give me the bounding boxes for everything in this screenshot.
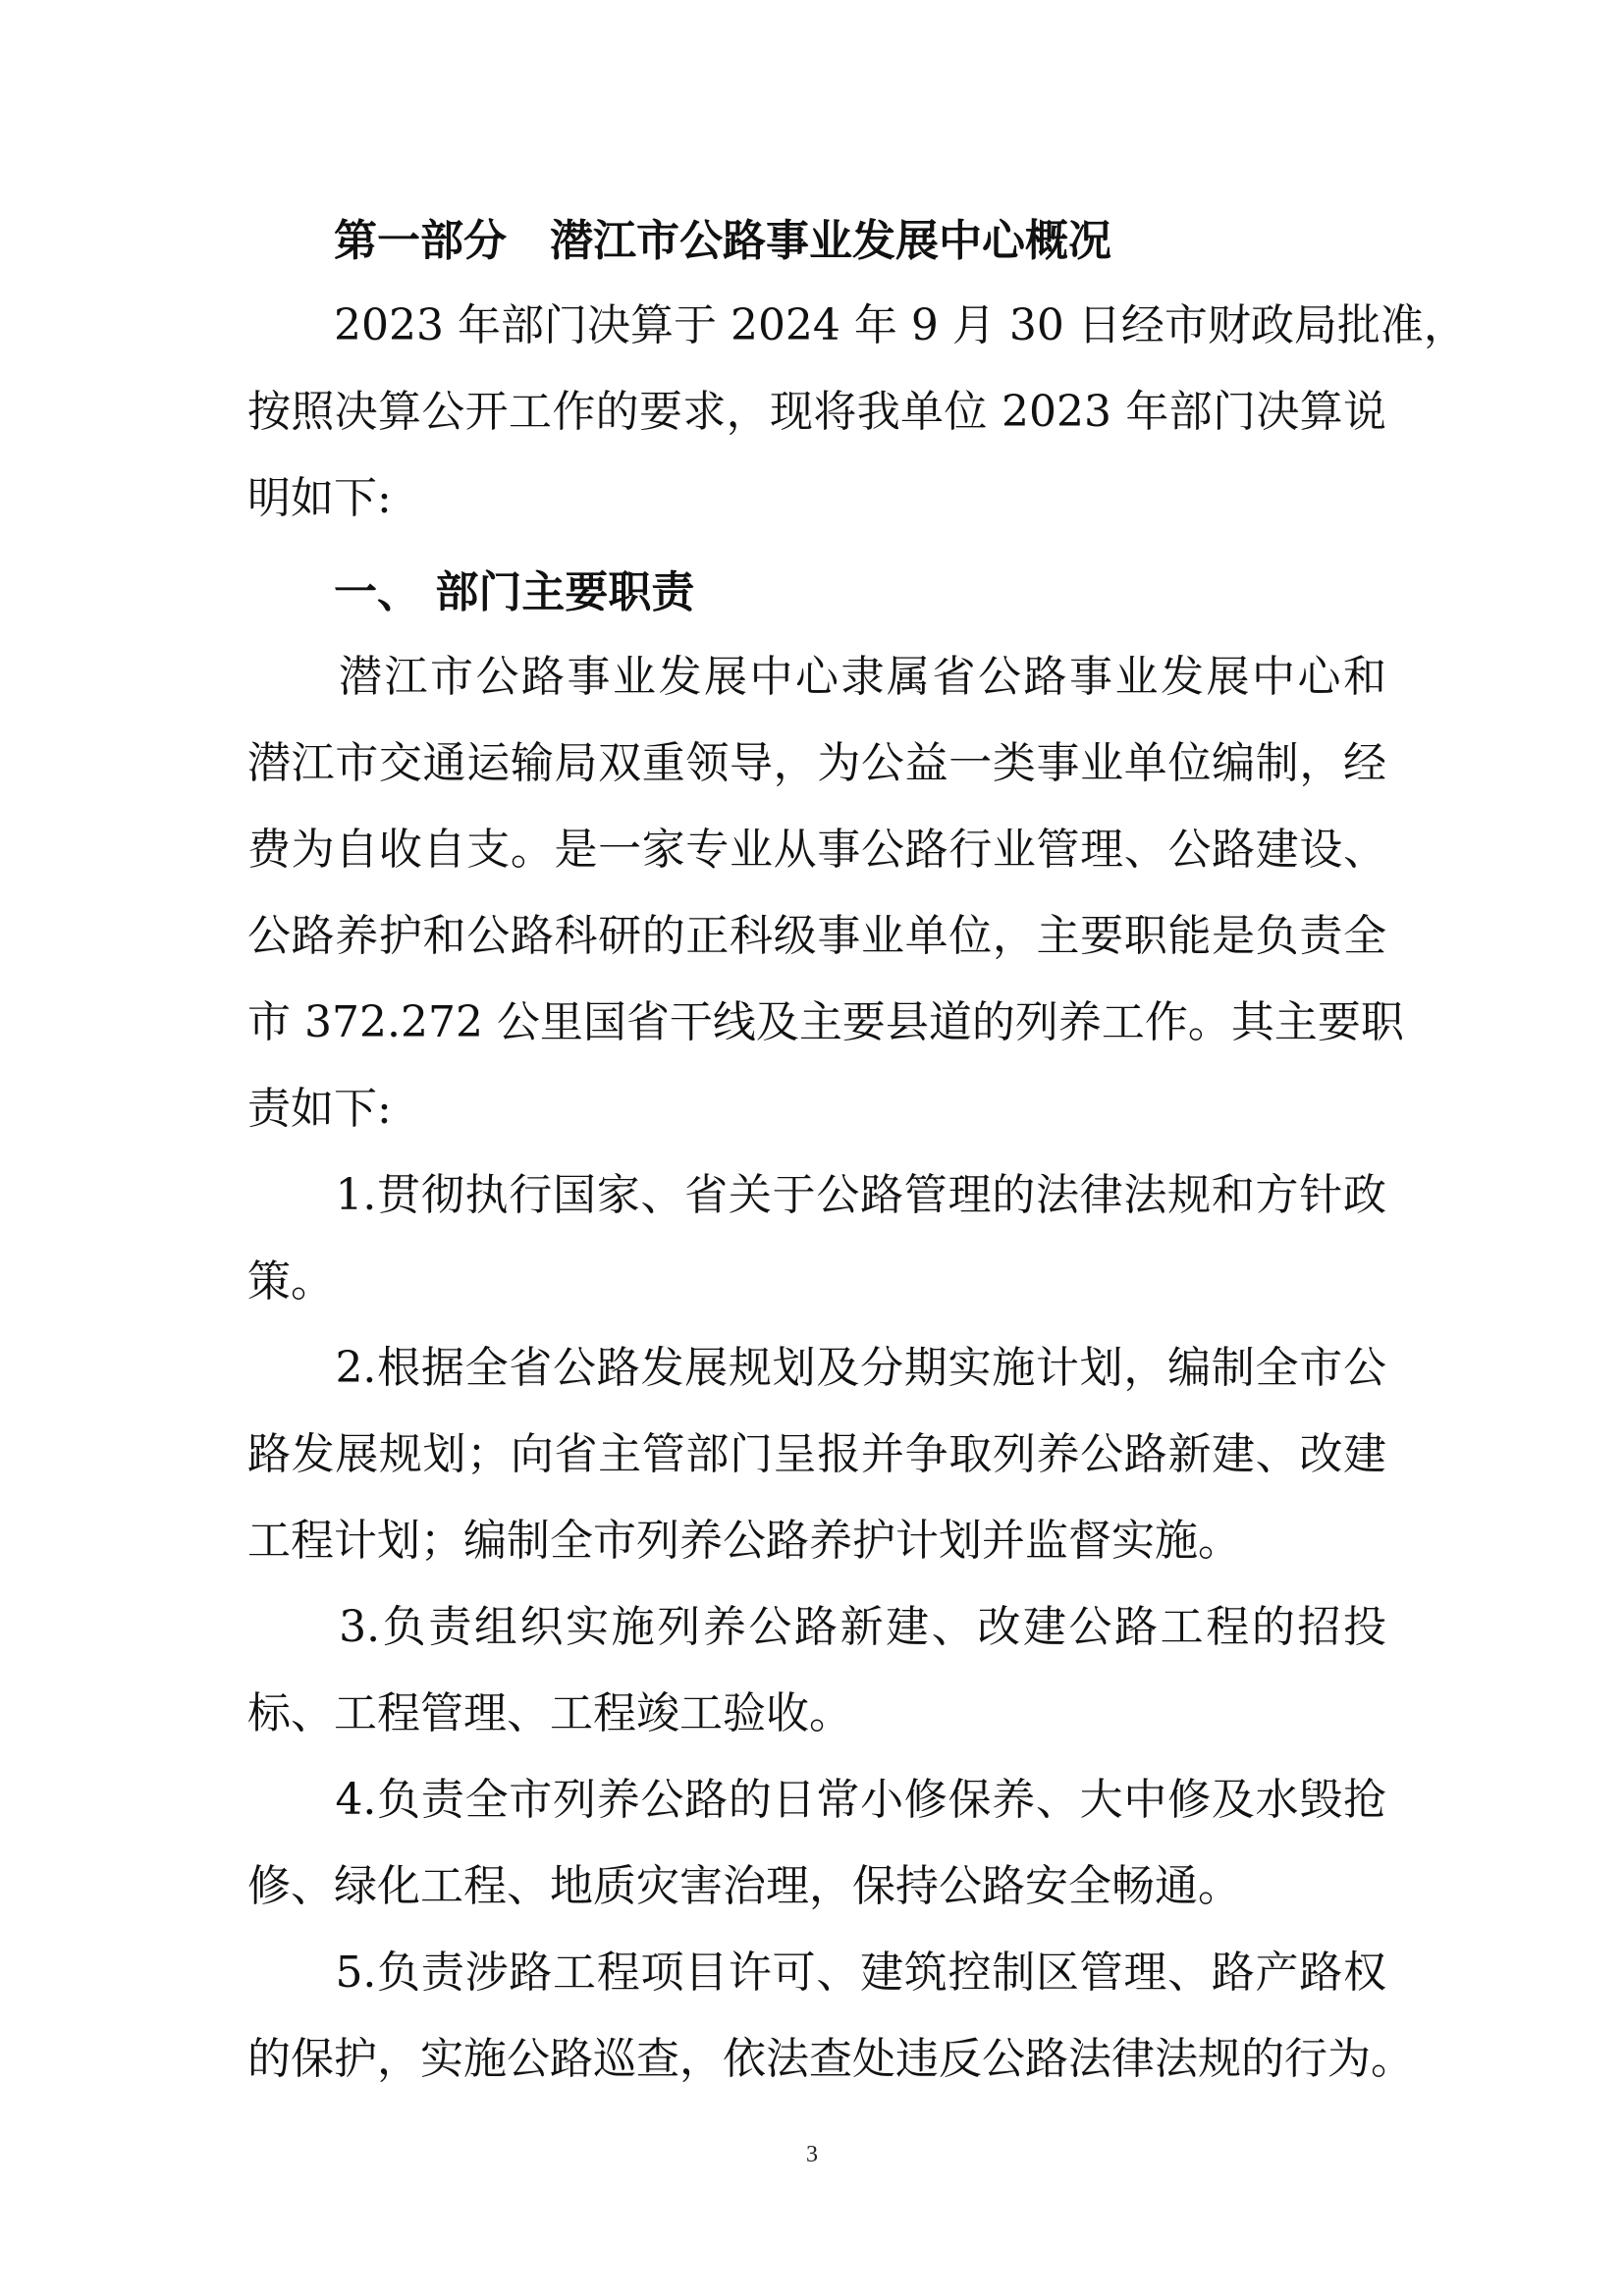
duty-item-line: 策。 [247,1256,334,1307]
duty-item-line: 路发展规划；向省主管部门呈报并争取列养公路新建、改建 [247,1429,1386,1479]
duty-item-line: 修、绿化工程、地质灾害治理，保持公路安全畅通。 [247,1861,1241,1911]
body-line: 责如下: [247,1084,392,1134]
body-line: 公路养护和公路科研的正科级事业单位，主要职能是负责全 [247,911,1386,961]
intro-line: 2023 年部门决算于 2024 年 9 月 30 日经市财政局批准， [247,300,1467,350]
page-number: 3 [806,2142,818,2167]
intro-line: 按照决算公开工作的要求，现将我单位 2023 年部门决算说 [247,387,1386,437]
duty-item-line: 3.负责组织实施列养公路新建、改建公路工程的招投 [247,1602,1386,1652]
part-title: 第一部分 潜江市公路事业发展中心概况 [334,216,1111,266]
intro-line: 明如下: [247,473,392,523]
duty-item-line: 标、工程管理、工程竣工验收。 [247,1688,852,1738]
duty-item-line: 2.根据全省公路发展规划及分期实施计划，编制全市公 [247,1343,1386,1393]
duty-item-line: 工程计划；编制全市列养公路养护计划并监督实施。 [247,1516,1241,1566]
body-line: 潜江市公路事业发展中心隶属省公路事业发展中心和 [247,652,1386,702]
duty-item-line: 5.负责涉路工程项目许可、建筑控制区管理、路产路权 [247,1948,1386,1998]
duty-item-line: 1.贯彻执行国家、省关于公路管理的法律法规和方针政 [247,1170,1386,1220]
body-line: 市 372.272 公里国省干线及主要县道的列养工作。其主要职 [247,997,1404,1047]
body-line: 潜江市交通运输局双重领导，为公益一类事业单位编制，经 [247,738,1386,788]
duty-item-line: 的保护，实施公路巡查，依法查处违反公路法律法规的行为。 [247,2034,1414,2084]
section-heading: 一、 部门主要职责 [334,567,695,617]
body-line: 费为自收自支。是一家专业从事公路行业管理、公路建设、 [247,825,1386,875]
duty-item-line: 4.负责全市列养公路的日常小修保养、大中修及水毁抢 [247,1775,1386,1825]
